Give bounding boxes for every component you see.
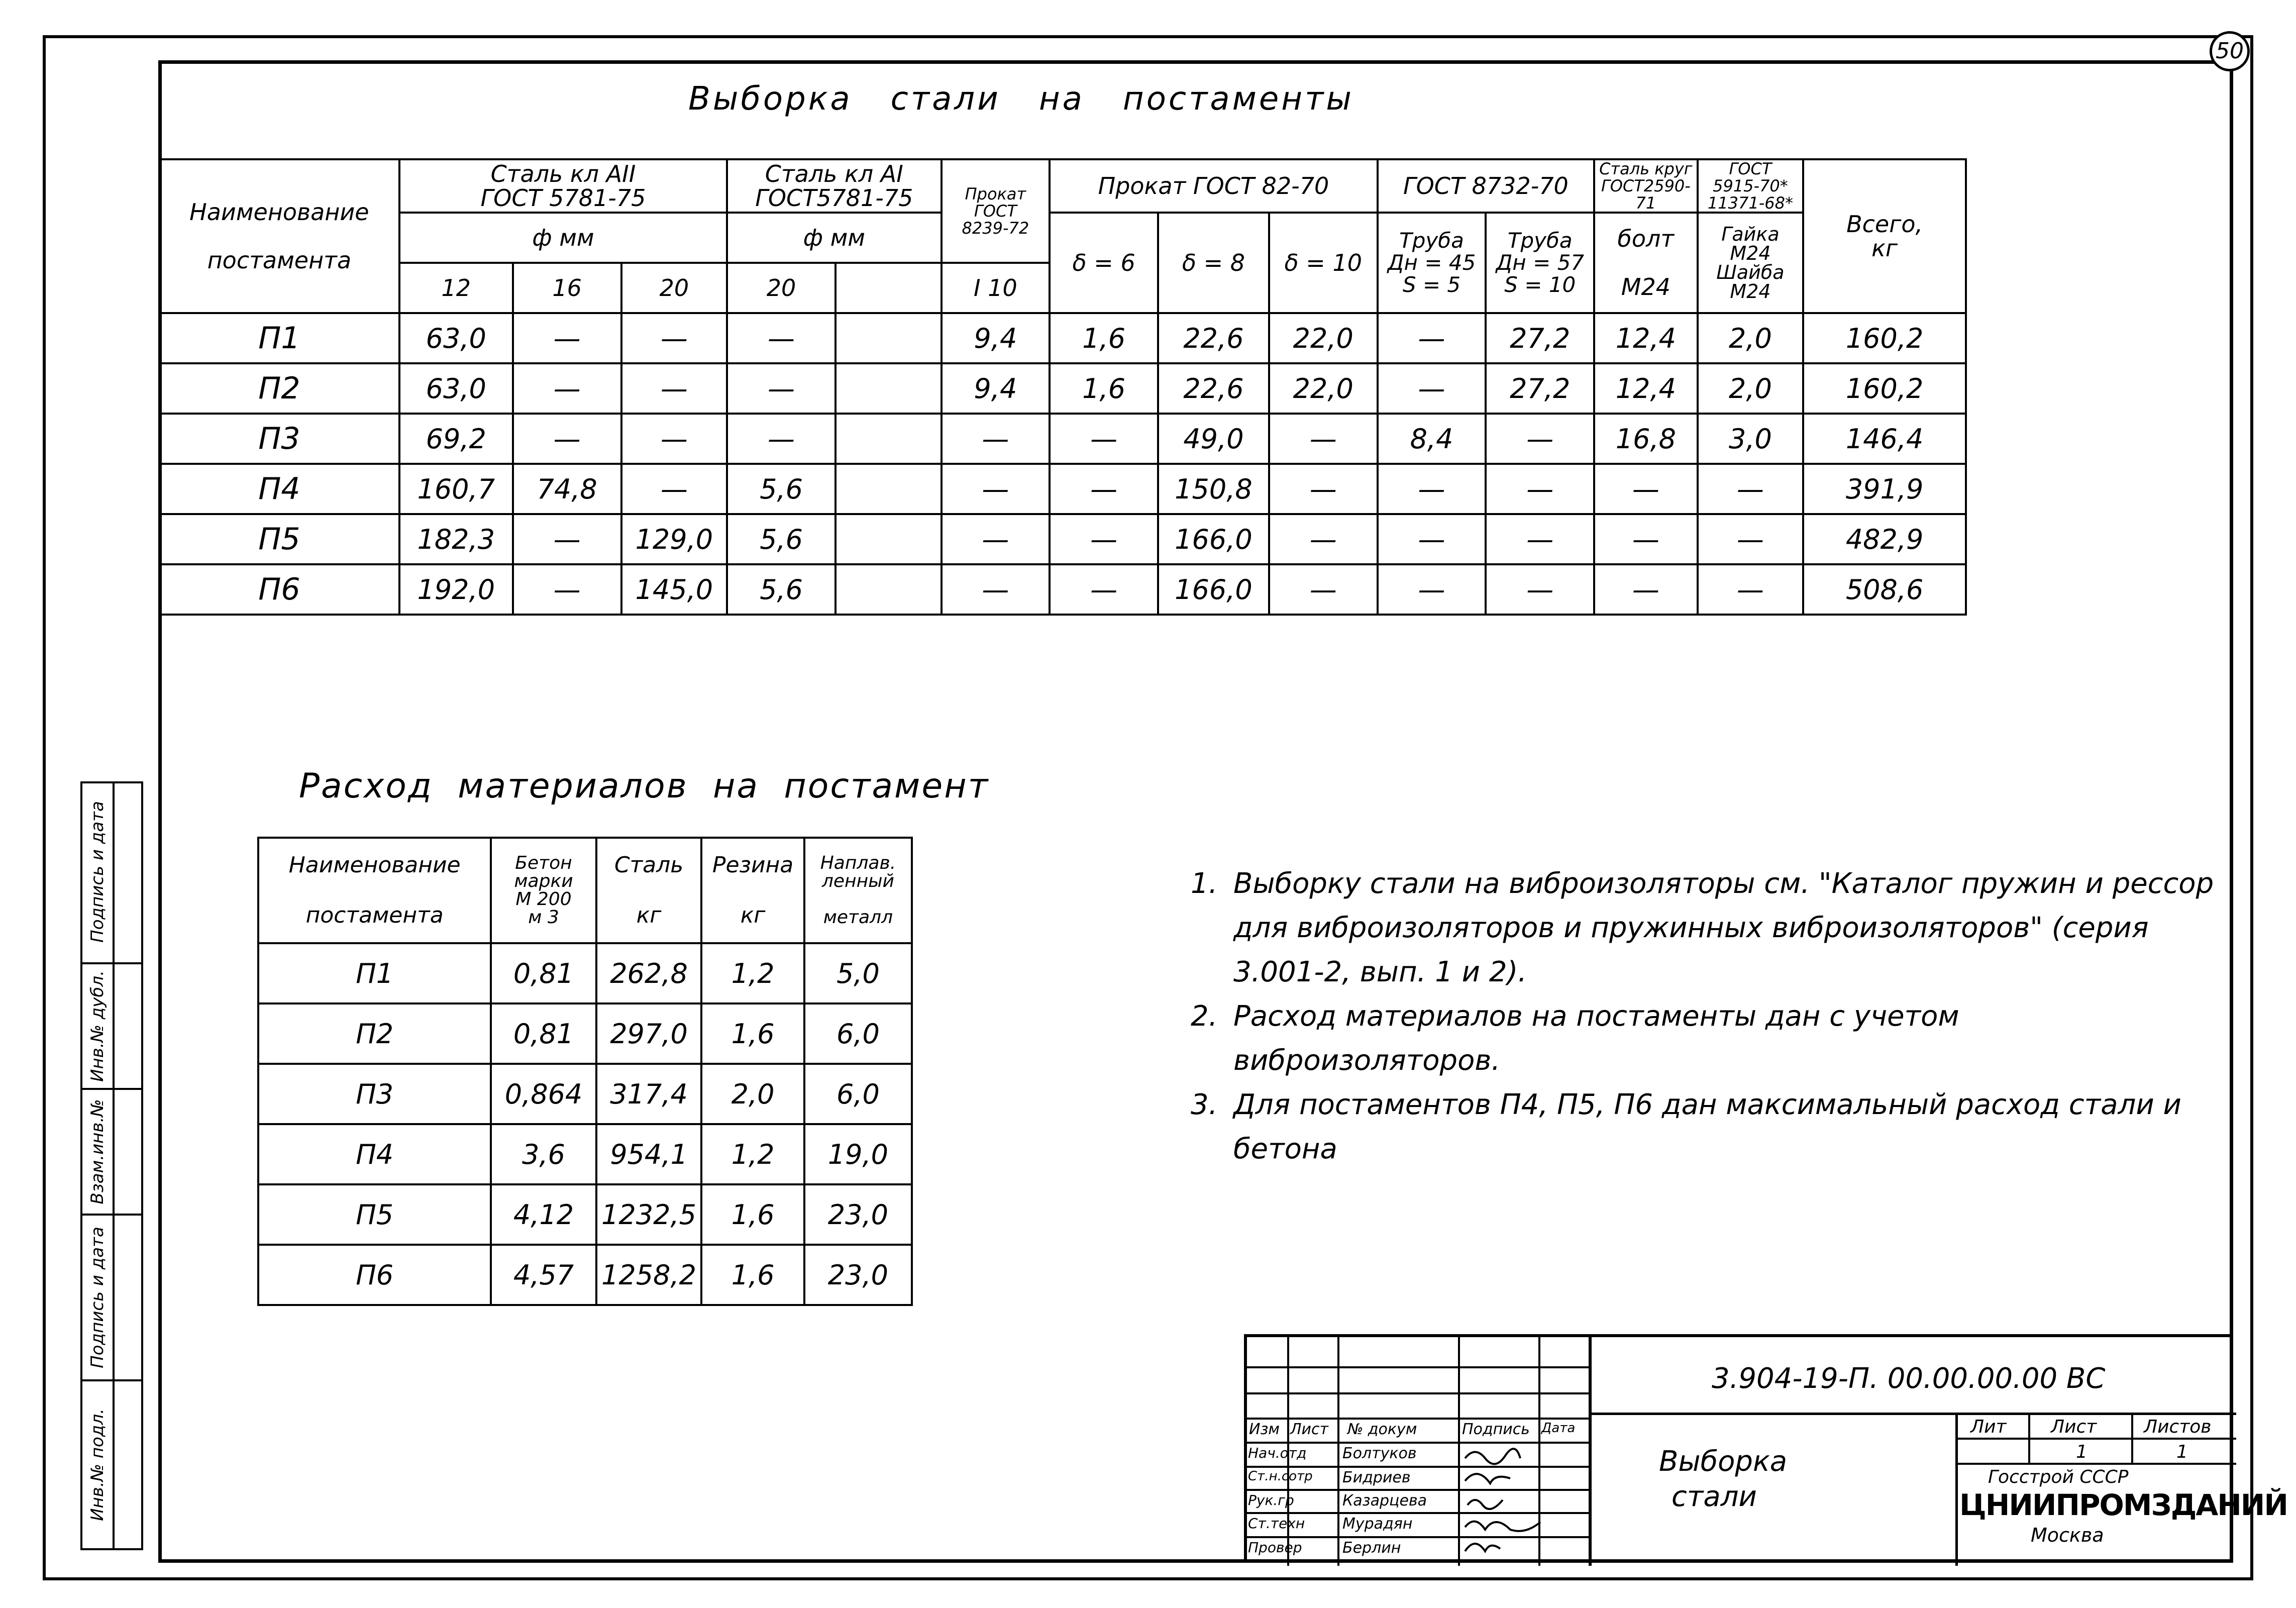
tb-role-5: Провер	[1248, 1539, 1302, 1556]
sheet-number: 50	[2210, 31, 2250, 71]
unit-mm-a2: ф мм	[399, 213, 727, 263]
cell: —	[1698, 564, 1804, 615]
cell: —	[513, 313, 621, 363]
tb-col-doc: № докум	[1347, 1421, 1417, 1438]
cell: —	[942, 514, 1050, 564]
tb-lit-label: Лит	[1970, 1417, 2007, 1437]
cell: 1,6	[1050, 363, 1158, 414]
cell: 12,4	[1594, 313, 1697, 363]
header-round-steel: Сталь круг ГОСТ2590-71	[1594, 159, 1697, 213]
cell: 160,7	[399, 464, 513, 514]
materials-row	[258, 1124, 912, 1184]
cell: 6,0	[804, 1003, 912, 1064]
cell: 954,1	[596, 1124, 702, 1184]
cell: 5,0	[804, 943, 912, 1003]
cell	[836, 564, 942, 615]
cell: —	[513, 363, 621, 414]
cell: 22,0	[1269, 363, 1378, 414]
stamp-cell-replace: Взам.инв.№	[82, 1088, 143, 1214]
tb-name-2: Бидриев	[1342, 1469, 1411, 1486]
row-name: П4	[258, 1124, 491, 1184]
cell: 16,8	[1594, 414, 1697, 464]
cell: 2,0	[1698, 313, 1804, 363]
col-20a: 20	[621, 263, 727, 313]
col-12: 12	[399, 263, 513, 313]
cell: 49,0	[1158, 414, 1269, 464]
cell: 19,0	[804, 1124, 912, 1184]
cell: 22,0	[1269, 313, 1378, 363]
row-name: П2	[258, 1003, 491, 1064]
cell: 150,8	[1158, 464, 1269, 514]
doc-title-2: стали	[1672, 1480, 1757, 1513]
steel-row	[159, 514, 1966, 564]
col-20b: 20	[727, 263, 836, 313]
signatures	[1460, 1441, 1586, 1564]
tb-sheets-label: Листов	[2144, 1417, 2212, 1437]
materials-row	[258, 1003, 912, 1064]
steel-table	[158, 158, 1967, 616]
col-pipe-57: Труба Дн = 57 S = 10	[1486, 213, 1594, 313]
cell: 23,0	[804, 1184, 912, 1245]
cell: —	[1378, 564, 1486, 615]
col-pipe-45: Труба Дн = 45 S = 5	[1378, 213, 1486, 313]
cell: —	[1269, 564, 1378, 615]
row-name: П1	[258, 943, 491, 1003]
cell: —	[1378, 363, 1486, 414]
cell: 482,9	[1803, 514, 1966, 564]
tb-role-1: Нач.отд	[1248, 1445, 1307, 1461]
steel-row	[159, 464, 1966, 514]
cell: —	[1378, 464, 1486, 514]
col-empty	[836, 263, 942, 313]
cell: 160,2	[1803, 363, 1966, 414]
col-16: 16	[513, 263, 621, 313]
tb-sheet-label: Лист	[2051, 1417, 2097, 1437]
stamp-cell-dup: Инв.№ дубл.	[82, 962, 143, 1088]
cell: —	[1594, 564, 1697, 615]
cell: 4,57	[491, 1245, 596, 1305]
cell: 1,2	[701, 1124, 804, 1184]
materials-table	[257, 837, 913, 1306]
cell: 0,81	[491, 943, 596, 1003]
cell: 391,9	[1803, 464, 1966, 514]
tb-col-izm: Изм	[1249, 1421, 1280, 1438]
col-nut-washer: Гайка М24 Шайба М24	[1698, 213, 1804, 313]
cell: 1,6	[701, 1003, 804, 1064]
left-stamp	[80, 781, 143, 1550]
cell: 63,0	[399, 313, 513, 363]
cell: —	[942, 464, 1050, 514]
cell: 0,81	[491, 1003, 596, 1064]
cell: —	[1269, 464, 1378, 514]
cell: —	[513, 414, 621, 464]
note-2: 2. Расход материалов на постаменты дан с учетом виброизоляторов.	[1191, 1000, 1959, 1077]
col-d8: δ = 8	[1158, 213, 1269, 313]
cell: 166,0	[1158, 564, 1269, 615]
cell: 1258,2	[596, 1245, 702, 1305]
row-name: П5	[258, 1184, 491, 1245]
cell	[836, 414, 942, 464]
cell: —	[727, 363, 836, 414]
cell: —	[1486, 414, 1594, 464]
cell: 5,6	[727, 514, 836, 564]
header-gost-8732: ГОСТ 8732-70	[1378, 159, 1595, 213]
cell: —	[1050, 464, 1158, 514]
tb-role-2: Ст.н.сотр	[1248, 1469, 1313, 1484]
cell	[836, 363, 942, 414]
cell: —	[621, 414, 727, 464]
tb-name-1: Болтуков	[1342, 1445, 1417, 1462]
cell: —	[513, 514, 621, 564]
col-d10: δ = 10	[1269, 213, 1378, 313]
tb-col-date: Дата	[1541, 1421, 1576, 1436]
steel-row	[159, 363, 1966, 414]
stamp-cell-sign-date-1: Подпись и дата	[82, 1214, 143, 1379]
m-header-name: Наименование постамента	[258, 838, 491, 943]
stamp-cell-sign-date-2: Подпись и дата	[82, 781, 143, 962]
cell: —	[1594, 514, 1697, 564]
cell	[836, 464, 942, 514]
cell: 1232,5	[596, 1184, 702, 1245]
tb-sheet-value: 1	[2076, 1442, 2088, 1462]
header-total: Всего, кг	[1803, 159, 1966, 313]
cell: —	[727, 313, 836, 363]
cell: 1,6	[701, 1245, 804, 1305]
cell: —	[942, 414, 1050, 464]
cell: —	[727, 414, 836, 464]
cell: 1,6	[701, 1184, 804, 1245]
row-name: П5	[159, 514, 399, 564]
cell: 1,6	[1050, 313, 1158, 363]
cell: 27,2	[1486, 313, 1594, 363]
cell: —	[1594, 464, 1697, 514]
tb-org-1: Госстрой СССР	[1988, 1467, 2129, 1487]
cell: —	[1269, 414, 1378, 464]
cell: 166,0	[1158, 514, 1269, 564]
cell: 69,2	[399, 414, 513, 464]
materials-row	[258, 943, 912, 1003]
cell: 63,0	[399, 363, 513, 414]
cell: —	[1378, 514, 1486, 564]
cell: 0,864	[491, 1064, 596, 1124]
m-header-weld: Наплав. ленный металл	[804, 838, 912, 943]
header-gost-5915: ГОСТ 5915-70* 11371-68*	[1698, 159, 1804, 213]
m-header-steel: Сталь кг	[596, 838, 702, 943]
materials-row	[258, 1245, 912, 1305]
col-d6: δ = 6	[1050, 213, 1158, 313]
stamp-cell-orig: Инв.№ подл.	[82, 1379, 143, 1548]
cell: —	[1269, 514, 1378, 564]
row-name: П1	[159, 313, 399, 363]
cell: 129,0	[621, 514, 727, 564]
row-name: П2	[159, 363, 399, 414]
cell: —	[513, 564, 621, 615]
tb-role-3: Рук.гр	[1248, 1492, 1294, 1509]
cell: —	[1050, 564, 1158, 615]
m-header-concrete: Бетон марки М 200 м 3	[491, 838, 596, 943]
cell: 182,3	[399, 514, 513, 564]
cell: 508,6	[1803, 564, 1966, 615]
tb-col-list: Лист	[1290, 1421, 1329, 1438]
materials-title: Расход материалов на постамент	[299, 766, 990, 806]
cell: —	[1378, 313, 1486, 363]
header-name: Наименование постамента	[159, 159, 399, 313]
cell: 22,6	[1158, 363, 1269, 414]
steel-row	[159, 414, 1966, 464]
row-name: П4	[159, 464, 399, 514]
title-block	[1244, 1334, 2287, 1563]
note-3: 3. Для постаментов П4, П5, П6 дан максимальный расход стали и бетона	[1191, 1088, 2181, 1165]
cell: 146,4	[1803, 414, 1966, 464]
tb-sheets-value: 1	[2176, 1442, 2188, 1462]
row-name: П3	[159, 414, 399, 464]
note-1: 1. Выборку стали на виброизоляторы см. "Каталог пружин и рессор для виброизоляторов и пружинных виброизоляторов" (серия 3.001-2, вып. 1 и 2).	[1191, 867, 2214, 988]
tb-name-3: Казарцева	[1342, 1492, 1427, 1510]
unit-mm-a1: ф мм	[727, 213, 941, 263]
cell: 262,8	[596, 943, 702, 1003]
cell: 317,4	[596, 1064, 702, 1124]
header-rolled-8239: Прокат ГОСТ 8239-72	[942, 159, 1050, 263]
tb-org-3: Москва	[2031, 1524, 2104, 1546]
cell: 297,0	[596, 1003, 702, 1064]
cell: 192,0	[399, 564, 513, 615]
cell: 145,0	[621, 564, 727, 615]
cell: —	[1698, 514, 1804, 564]
header-rolled-82: Прокат ГОСТ 82-70	[1050, 159, 1377, 213]
cell	[836, 313, 942, 363]
tb-name-5: Берлин	[1342, 1539, 1401, 1557]
materials-row	[258, 1184, 912, 1245]
cell: —	[1486, 514, 1594, 564]
m-header-rubber: Резина кг	[701, 838, 804, 943]
cell: 4,12	[491, 1184, 596, 1245]
header-steel-a1: Сталь кл АI ГОСТ5781-75	[727, 159, 941, 213]
col-i10: I 10	[942, 263, 1050, 313]
tb-role-4: Ст.техн	[1248, 1515, 1305, 1532]
cell: 160,2	[1803, 313, 1966, 363]
cell: 3,0	[1698, 414, 1804, 464]
cell: 12,4	[1594, 363, 1697, 414]
cell: 23,0	[804, 1245, 912, 1305]
cell: —	[942, 564, 1050, 615]
row-name: П3	[258, 1064, 491, 1124]
cell: 74,8	[513, 464, 621, 514]
page-title: Выборка стали на постаменты	[688, 80, 1354, 118]
cell: 3,6	[491, 1124, 596, 1184]
cell: 9,4	[942, 313, 1050, 363]
notes	[1191, 862, 2216, 1171]
cell: 9,4	[942, 363, 1050, 414]
cell: —	[621, 363, 727, 414]
cell: —	[1050, 514, 1158, 564]
steel-row	[159, 313, 1966, 363]
row-name: П6	[159, 564, 399, 615]
steel-row	[159, 564, 1966, 615]
doc-title-1: Выборка	[1659, 1445, 1788, 1478]
tb-org-2: ЦНИИПРОМЗДАНИЙ	[1959, 1488, 2287, 1522]
cell: 5,6	[727, 464, 836, 514]
tb-name-4: Мурадян	[1342, 1515, 1413, 1533]
cell: 2,0	[701, 1064, 804, 1124]
tb-col-sign: Подпись	[1462, 1421, 1530, 1438]
cell: 5,6	[727, 564, 836, 615]
cell: —	[621, 313, 727, 363]
header-steel-a2: Сталь кл АII ГОСТ 5781-75	[399, 159, 727, 213]
cell: 1,2	[701, 943, 804, 1003]
cell	[836, 514, 942, 564]
materials-row	[258, 1064, 912, 1124]
cell: —	[1486, 464, 1594, 514]
cell: 22,6	[1158, 313, 1269, 363]
cell: —	[1698, 464, 1804, 514]
cell: 6,0	[804, 1064, 912, 1124]
doc-code: 3.904-19-П. 00.00.00.00 ВС	[1712, 1362, 2106, 1395]
cell: 27,2	[1486, 363, 1594, 414]
row-name: П6	[258, 1245, 491, 1305]
col-bolt: болт М24	[1594, 213, 1697, 313]
cell: —	[621, 464, 727, 514]
cell: —	[1050, 414, 1158, 464]
cell: 2,0	[1698, 363, 1804, 414]
cell: 8,4	[1378, 414, 1486, 464]
cell: —	[1486, 564, 1594, 615]
